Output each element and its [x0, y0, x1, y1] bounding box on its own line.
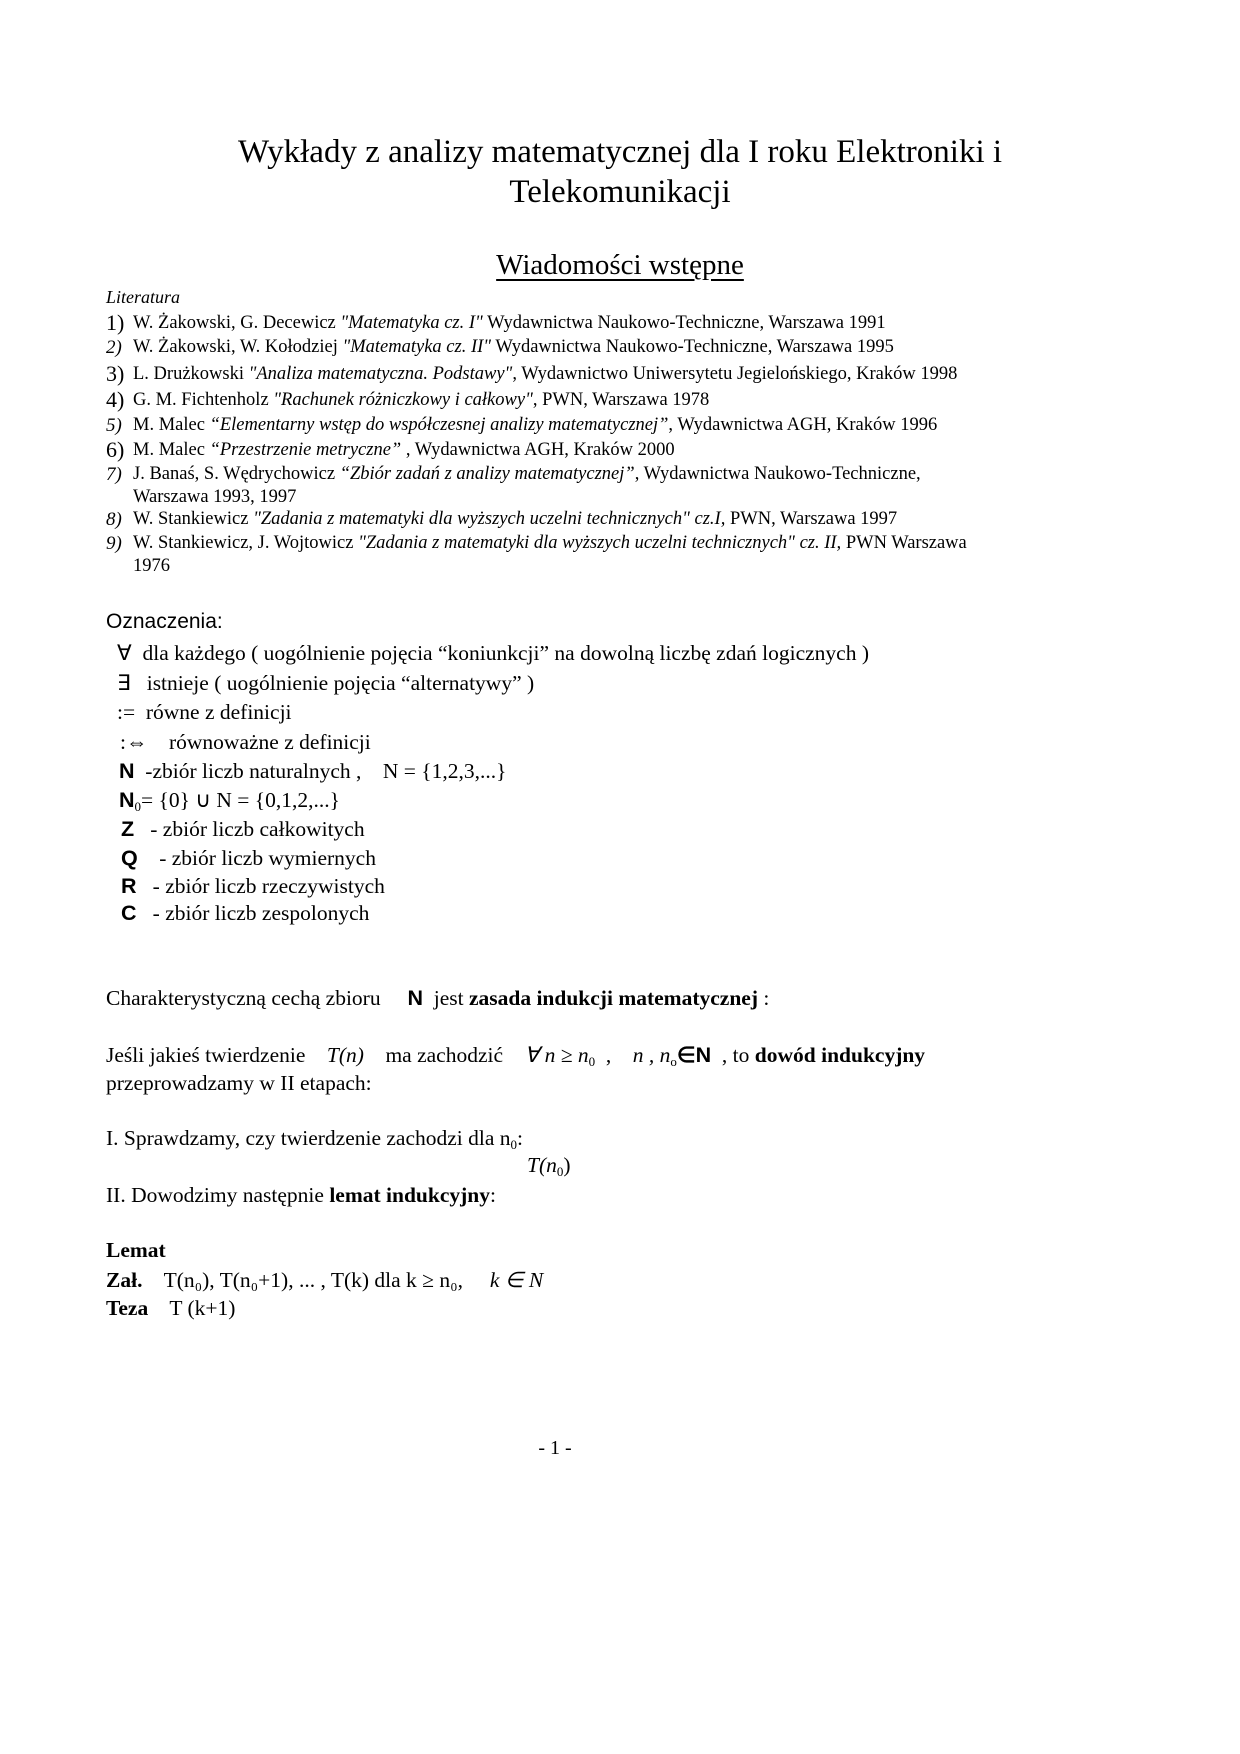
literature-item-number: 9): [106, 533, 122, 554]
defeq-symbol: :=: [117, 700, 136, 724]
label: Teza: [106, 1296, 149, 1320]
notation-text: - zbiór liczb zespolonych: [152, 901, 370, 925]
literature-rest: , Wydawnictwo Uniwersytetu Jegielońskiego, Kraków 1998: [512, 364, 958, 384]
notation-formula: = {0} ∪ N = {0,1,2,...}: [141, 788, 340, 812]
text: Charakterystyczną cechą zbioru: [106, 986, 381, 1010]
formula: ∈N: [676, 1043, 712, 1067]
literature-rest: Wydawnictwa Naukowo-Techniczne, Warszawa 1995: [491, 337, 894, 357]
notation-item: [120, 730, 371, 755]
formula: k ∈ N: [489, 1268, 544, 1292]
subscript: 0: [556, 1164, 564, 1179]
literature-author: G. M. Fichtenholz: [133, 390, 274, 410]
step-one: [106, 1126, 523, 1153]
literature-item: [133, 390, 709, 411]
literature-title: "Matematyka cz. II": [342, 337, 492, 357]
text: T (k+1): [169, 1296, 236, 1320]
literature-title: "Matematyka cz. I": [340, 313, 483, 333]
notation-text: równoważne z definicji: [168, 730, 371, 754]
text: :: [763, 986, 770, 1010]
literature-title: "Analiza matematyczna. Podstawy": [248, 364, 513, 384]
notation-heading: Oznaczenia:: [106, 610, 223, 633]
literature-author: L. Drużkowski: [133, 364, 249, 384]
naturals-symbol: N: [119, 788, 135, 812]
notation-text: istnieje ( uogólnienie pojęcia “alternatywy” ): [146, 671, 535, 695]
notation-item: [121, 901, 369, 926]
literature-title: “Przestrzenie metryczne”: [209, 440, 402, 460]
literature-item-number: 6): [106, 437, 125, 462]
literature-rest: PWN, Warszawa 1997: [725, 509, 898, 529]
section-title-text: Wiadomości wstępne: [496, 249, 744, 281]
literature-item-number: 1): [106, 310, 125, 335]
literature-item: [133, 440, 675, 461]
label: Zał.: [106, 1268, 143, 1292]
exists-symbol: ∃: [117, 671, 131, 695]
literature-title: "Rachunek różniczkowy i całkowy": [273, 390, 533, 410]
bold-term: lemat indukcyjny: [329, 1183, 490, 1207]
induction-principle-paragraph: [106, 986, 769, 1011]
subscript: 0: [588, 1054, 596, 1069]
literature-rest: Wydawnictwa Naukowo-Techniczne, Warszawa 1991: [482, 313, 886, 333]
naturals-symbol: N: [407, 986, 423, 1010]
literature-rest: PWN Warszawa: [841, 533, 967, 553]
literature-item: [133, 313, 886, 334]
formula: T(n: [527, 1153, 557, 1177]
notation-item: [117, 641, 869, 666]
literature-author: W. Żakowski, W. Kołodziej: [133, 337, 343, 357]
section-title: [0, 249, 1240, 282]
notation-item: [117, 671, 534, 696]
literature-item-number: 8): [106, 509, 122, 530]
induction-condition-paragraph: Jeśli jakieś twierdzenie T(n) ma zachodzić ∀ $n \ge n_0$ , n , $n_o\in N$ , to dowód indukcyjny: [106, 1043, 926, 1069]
literature-item: [133, 415, 937, 436]
literature-rest: , PWN, Warszawa 1978: [532, 390, 710, 410]
literature-item-continuation: Warszawa 1993, 1997: [133, 487, 297, 507]
subscript: 0: [134, 799, 142, 814]
bold-term: dowód indukcyjny: [754, 1043, 926, 1067]
literature-item: [133, 364, 957, 385]
text: :: [490, 1183, 496, 1207]
literature-author: W. Stankiewicz, J. Wojtowicz: [133, 533, 359, 553]
literature-heading: Literatura: [106, 287, 181, 307]
literature-title: "Zadania z matematyki dla wyższych uczelni technicznych" cz.I,: [253, 509, 726, 529]
notation-text: -zbiór liczb naturalnych ,: [145, 759, 362, 783]
notation-formula: N = {1,2,3,...}: [382, 759, 507, 783]
text: I. Sprawdzamy, czy twierdzenie zachodzi dla n: [106, 1126, 511, 1150]
literature-author: J. Banaś, S. Wędrychowicz: [133, 464, 340, 484]
literature-item: [133, 464, 921, 485]
defequiv-symbol: :⇔: [120, 730, 148, 754]
step-one-formula: [527, 1153, 571, 1180]
literature-author: M. Malec: [133, 440, 210, 460]
notation-item: [119, 788, 340, 815]
literature-item: [133, 337, 894, 358]
literature-item-number: 4): [106, 387, 125, 412]
literature-author: W. Żakowski, G. Decewicz: [133, 313, 341, 333]
notation-item: [121, 846, 376, 871]
text-line: przeprowadzamy w II etapach:: [106, 1071, 372, 1095]
formula: ∀ n ≥ n: [524, 1043, 589, 1067]
reals-symbol: R: [121, 874, 137, 898]
literature-rest: , Wydawnictwa AGH, Kraków 2000: [401, 440, 675, 460]
subscript: o: [670, 1054, 677, 1069]
notation-text: równe z definicji: [145, 700, 292, 724]
literature-item-number: 2): [106, 337, 122, 358]
literature-item-number: 7): [106, 464, 122, 485]
document-title-line1: Wykłady z analizy matematycznej dla I roku Elektroniki i: [237, 134, 1003, 170]
literature-item-number: 3): [106, 361, 125, 386]
text: T(n₀), T(n₀+1), ... , T(k) dla k ≥ n₀,: [163, 1268, 463, 1292]
subscript: 0: [510, 1137, 518, 1152]
notation-text: - zbiór liczb wymiernych: [159, 846, 376, 870]
notation-item: [119, 759, 506, 784]
rationals-symbol: Q: [121, 846, 138, 870]
text: jest: [433, 986, 464, 1010]
page-number: - 1 -: [538, 1437, 572, 1459]
literature-rest: , Wydawnictwa AGH, Kraków 1996: [668, 415, 938, 435]
literature-author: M. Malec: [133, 415, 210, 435]
lemma-assumption: [106, 1268, 543, 1293]
literature-item-number: 5): [106, 415, 122, 436]
literature-title: “Elementarny wstęp do współczesnej analizy matematycznej”: [209, 415, 669, 435]
literature-title: “Zbiór zadań z analizy matematycznej”: [339, 464, 635, 484]
notation-item: [121, 874, 385, 899]
notation-text: - zbiór liczb rzeczywistych: [152, 874, 385, 898]
formula: T(n): [326, 1043, 364, 1067]
literature-item: [133, 509, 897, 530]
notation-item: [117, 700, 292, 725]
literature-title: "Zadania z matematyki dla wyższych uczelni technicznych" cz. II,: [358, 533, 842, 553]
notation-text: - zbiór liczb całkowitych: [150, 817, 365, 841]
naturals-symbol: N: [119, 759, 135, 783]
complex-symbol: C: [121, 901, 137, 925]
text: Jeśli jakieś twierdzenie: [106, 1043, 306, 1067]
literature-item-continuation: 1976: [133, 556, 170, 576]
integers-symbol: Z: [121, 817, 135, 841]
text: ma zachodzić: [385, 1043, 504, 1067]
notation-item: [121, 817, 365, 842]
literature-item: [133, 533, 967, 554]
lemma-heading: Lemat: [106, 1238, 166, 1262]
forall-symbol: ∀: [117, 641, 132, 665]
text: , to: [721, 1043, 750, 1067]
literature-author: W. Stankiewicz: [133, 509, 254, 529]
bold-term: zasada indukcji matematycznej: [468, 986, 758, 1010]
lemma-thesis: [106, 1296, 235, 1321]
literature-rest: , Wydawnictwa Naukowo-Techniczne,: [634, 464, 921, 484]
document-title-line2: Telekomunikacji: [509, 174, 731, 210]
formula: n , n: [632, 1043, 671, 1067]
step-two: [106, 1183, 496, 1208]
text: :: [517, 1126, 524, 1150]
formula: ): [563, 1153, 571, 1177]
notation-text: dla każdego ( uogólnienie pojęcia “koniunkcji” na dowolną liczbę zdań logicznych ): [142, 641, 870, 665]
text: II. Dowodzimy następnie: [106, 1183, 324, 1207]
